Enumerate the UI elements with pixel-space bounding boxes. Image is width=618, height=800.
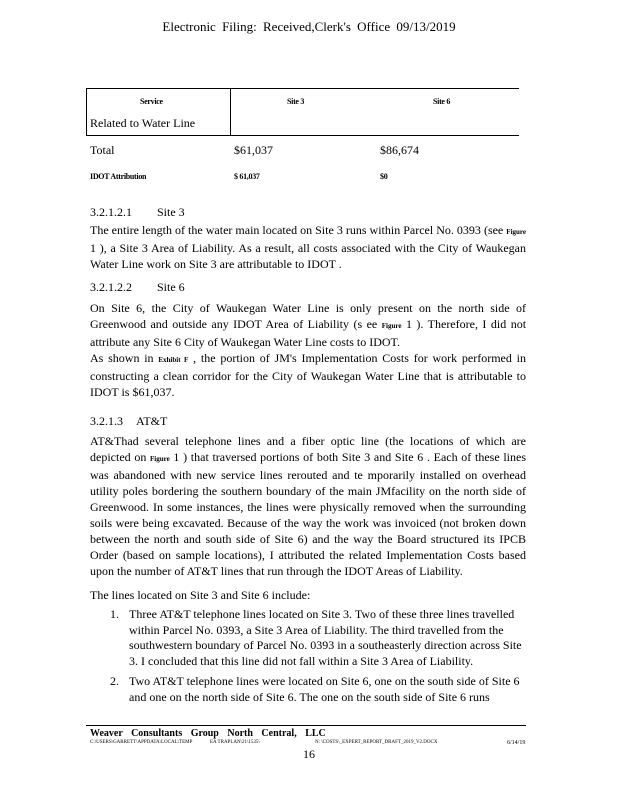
footer-path: C:\USERS\GARRETT\APPDATA\LOCAL\TEMP	[90, 740, 193, 745]
list-number: 2.	[110, 674, 119, 688]
col-header-site3: Site 3	[287, 97, 305, 106]
paragraph-exhibit: As shown in Exhibit F , the portion of JM's Implementation Costs for work performed in constructing a clean corridor for the City of Waukegan Water Line that is attributable to IDOT is $61,037.	[90, 351, 526, 399]
list-number: 1.	[110, 607, 119, 621]
exhibit-reference: Exhibit F	[158, 356, 189, 364]
footer-date: 6/14/19	[507, 740, 526, 746]
col-header-site6: Site 6	[433, 97, 451, 106]
figure-reference: Figure	[381, 322, 402, 330]
section-number: 3.2.1.2.1	[90, 205, 132, 219]
section-heading-att	[90, 413, 167, 429]
total-site3: $61,037	[234, 143, 273, 157]
section-title: Site 6	[157, 280, 185, 294]
total-site6: $86,674	[380, 143, 419, 157]
filing-header: Electronic Filing: Received,Clerk's Office 09/13/2019	[162, 19, 456, 34]
figure-reference: Figure	[506, 228, 526, 236]
list-text: Three AT&T telephone lines located on Site 3. Two of these three lines travelled within Parcel No. 0393, a Site 3 Area of Liability. The third travelled from the southwestern boundary of Parcel No. 0393 in a southeasterly direction across Site 3. I concluded that this line did not fall within a Site 3 Area of Liability.	[129, 607, 522, 668]
footer-company: Weaver Consultants Group North Central, LLC	[90, 728, 326, 739]
page-number: 16	[303, 747, 315, 761]
paragraph-site6: On Site 6, the City of Waukegan Water Line is only present on the north side of Greenwood and outside any IDOT Area of Liability (s ee Figure 1 ). Therefore, I did not attribute any Site 6 City of Waukegan Water Line costs to IDOT.	[90, 301, 527, 349]
section-title: Site 3	[157, 205, 185, 219]
idot-attribution-label: IDOT Attribution	[90, 172, 147, 181]
paragraph-lines-intro: The lines located on Site 3 and Site 6 include:	[90, 588, 311, 602]
paragraph-att: AT&Thad several telephone lines and a fiber optic line (the locations of which are depicted on Figure 1 ) that traversed portions of both Site 3 and Site 6 . Each of these lines was abandoned with new service lines rerouted and te mporarily installed on overhead utility poles bordering the southern boundary of the main JMfacility on the north side of Greenwood. In some instances, the lines were physically removed when the surrounding soils were being excavated. Because of the way the work was invoiced (not broken down between the north and south side of Site 6) and the way the Board structured its IPCB Order (based on sample locations), I attributed the related Implementation Costs based upon the number of AT&T lines that run through the IDOT Areas of Liability.	[90, 434, 526, 578]
figure-reference: Figure	[150, 455, 170, 463]
section-number: 3.2.1.3	[90, 414, 123, 428]
total-label: Total	[90, 143, 115, 157]
section-heading-site3	[90, 204, 185, 220]
footer-project: EA TRAPLAN\21\1535\	[210, 740, 260, 745]
footer-filename: N: \COSTS\_EXPERT_REPORT_DRAFT_2019_V2.DOCX	[315, 740, 438, 745]
list-item	[110, 607, 528, 669]
table-top-border	[86, 88, 519, 89]
idot-site6: $0	[380, 172, 388, 181]
section-title: AT&T	[136, 414, 168, 428]
table-left-border	[86, 88, 87, 136]
section-heading-site6	[90, 279, 185, 295]
footer-rule	[86, 725, 526, 726]
col-header-service: Service	[140, 97, 163, 106]
row-label-water-line: Related to Water Line	[90, 116, 196, 130]
section-number: 3.2.1.2.2	[90, 280, 132, 294]
table-header-divider	[86, 135, 519, 136]
idot-site3: $ 61,037	[234, 172, 260, 181]
list-item	[110, 674, 528, 705]
paragraph-site3: The entire length of the water main located on Site 3 runs within Parcel No. 0393 (see Figure 1 ), a Site 3 Area of Liability. As a result, all costs associated with the City of Waukegan Water Line work on Site 3 are attributable to IDOT .	[90, 223, 526, 271]
list-text: Two AT&T telephone lines were located on Site 6, one on the south side of Site 6 and one on the north side of Site 6. The one on the south side of Site 6 runs	[129, 674, 520, 704]
table-column-divider	[230, 88, 231, 136]
